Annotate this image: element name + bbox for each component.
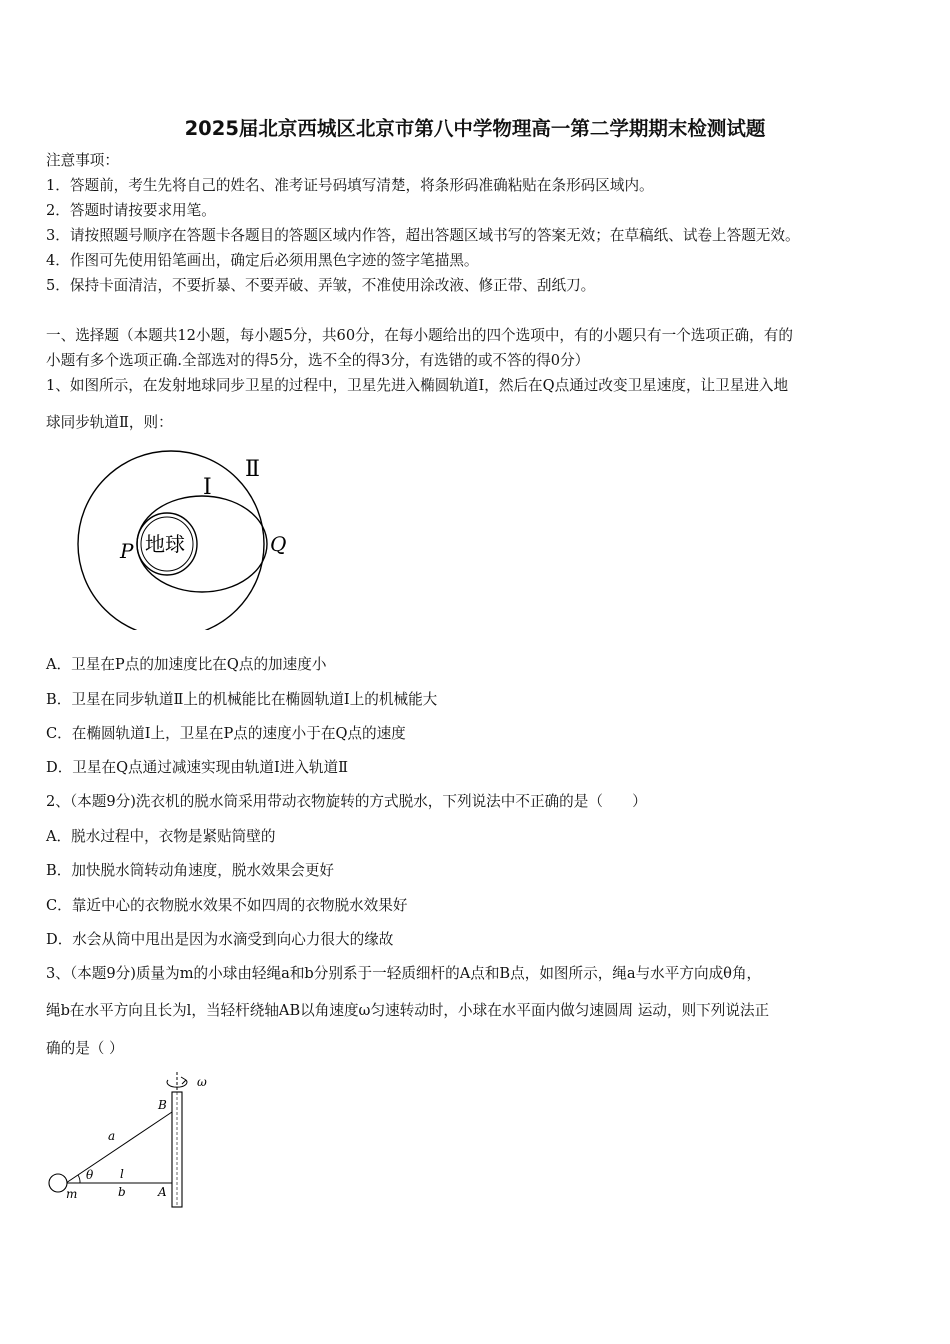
point-p-label: P: [120, 539, 134, 563]
label-l: l: [120, 1167, 124, 1181]
q3-stem-line-2: 绳b在水平方向且长为l，当轻杆绕轴AB以角速度ω匀速转动时，小球在水平面内做匀速圆周 运动，则下列说法正: [46, 1002, 770, 1019]
q2-option-b: B．加快脱水筒转动角速度，脱水效果会更好: [46, 862, 335, 879]
page-title: 2025届北京西城区北京市第八中学物理高一第二学期期末检测试题: [184, 117, 766, 140]
earth-label: 地球: [145, 532, 185, 556]
rope-a: [66, 1112, 172, 1183]
label-a-point: A: [158, 1185, 167, 1199]
label-theta: θ: [86, 1168, 94, 1182]
notice-item-5: 5．保持卡面清洁，不要折暴、不要弄破、弄皱，不准使用涂改液、修正带、刮纸刀。: [46, 277, 596, 294]
orbit-ii-label: Ⅱ: [245, 457, 260, 482]
q1-option-a: A．卫星在P点的加速度比在Q点的加速度小: [46, 656, 327, 673]
omega-label: ω: [197, 1075, 207, 1089]
q3-stem-line-3: 确的是（ ）: [46, 1040, 124, 1057]
section-instructions-line-1: 一、选择题（本题共12小题，每小题5分，共60分，在每小题给出的四个选项中，有的小题只有一个选项正确，有的: [46, 327, 793, 344]
label-m: m: [66, 1187, 78, 1201]
q1-option-b: B．卫星在同步轨道Ⅱ上的机械能比在椭圆轨道Ⅰ上的机械能大: [46, 691, 438, 708]
q2-option-a: A．脱水过程中，衣物是紧贴筒壁的: [46, 828, 276, 845]
label-rope-b: b: [118, 1185, 126, 1199]
q1-stem-line-2: 球同步轨道Ⅱ，则：: [46, 414, 173, 431]
notice-item-3: 3．请按照题号顺序在答题卡各题目的答题区域内作答，超出答题区域书写的答案无效；在草稿纸、试卷上答题无效。: [46, 227, 800, 244]
notice-heading: 注意事项：: [46, 152, 119, 169]
rod-ball-diagram: [40, 1068, 230, 1213]
q3-stem-line-1: 3、（本题9分)质量为m的小球由轻绳a和b分别系于一轻质细杆的A点和B点，如图所示，绳a与水平方向成θ角，: [46, 965, 762, 982]
notice-item-1: 1．答题前，考生先将自己的姓名、准考证号码填写清楚，将条形码准确粘贴在条形码区域内。: [46, 177, 654, 194]
section-instructions-line-2: 小题有多个选项正确.全部选对的得5分，选不全的得3分，有选错的或不答的得0分）: [46, 352, 590, 369]
rotation-arrowhead: [181, 1077, 186, 1084]
theta-arc: [78, 1175, 80, 1183]
notice-item-4: 4．作图可先使用铅笔画出，确定后必须用黑色字迹的签字笔描黑。: [46, 252, 479, 269]
point-q-label: Q: [270, 532, 287, 556]
ball: [49, 1174, 67, 1192]
q1-option-d: D．卫星在Q点通过减速实现由轨道Ⅰ进入轨道Ⅱ: [46, 759, 349, 776]
label-b-point: B: [158, 1098, 167, 1112]
orbit-diagram: [75, 450, 305, 630]
label-rope-a: a: [108, 1129, 116, 1143]
q1-option-c: C．在椭圆轨道Ⅰ上，卫星在P点的速度小于在Q点的速度: [46, 725, 406, 742]
q2-stem: 2、（本题9分)洗衣机的脱水筒采用带动衣物旋转的方式脱水，下列说法中不正确的是（ ）: [46, 793, 647, 810]
q2-option-d: D．水会从筒中甩出是因为水滴受到向心力很大的缘故: [46, 931, 394, 948]
q2-option-c: C．靠近中心的衣物脱水效果不如四周的衣物脱水效果好: [46, 897, 408, 914]
q1-stem-line-1: 1、如图所示，在发射地球同步卫星的过程中，卫星先进入椭圆轨道Ⅰ，然后在Q点通过改变卫星速度，让卫星进入地: [46, 377, 789, 394]
orbit-i-label: Ⅰ: [203, 475, 212, 500]
notice-item-2: 2．答题时请按要求用笔。: [46, 202, 216, 219]
